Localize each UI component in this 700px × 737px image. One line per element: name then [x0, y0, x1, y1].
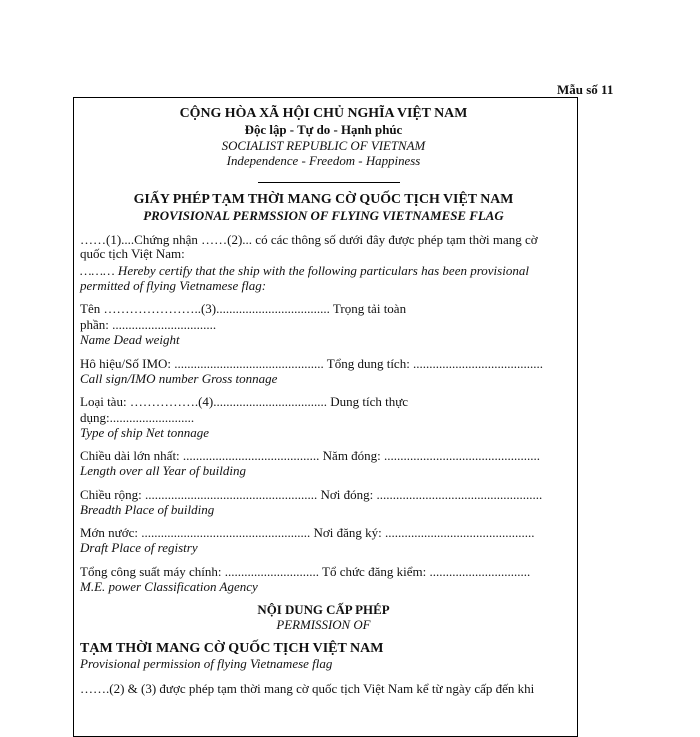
motto-en: Independence - Freedom - Happiness — [226, 153, 421, 168]
certify-vi-line2: quốc tịch Việt Nam: — [80, 246, 185, 261]
country-vi: CỘNG HÒA XÃ HỘI CHỦ NGHĨA VIỆT NAM — [179, 106, 468, 121]
country-en: SOCIALIST REPUBLIC OF VIETNAM — [221, 138, 426, 153]
title-vi: GIẤY PHÉP TẠM THỜI MANG CỜ QUỐC TỊCH VIỆT NAM — [133, 192, 514, 207]
permission-sub-en: Provisional permission of flying Vietnamese flag — [80, 656, 333, 671]
header-separator — [258, 182, 400, 183]
certify-en-line1: ……… Hereby certify that the ship with the following particulars has been provisional — [80, 263, 529, 278]
field-name-line1: Tên …………………..(3)................................... Trọng tải toàn — [80, 301, 407, 316]
permission-body-line1: …….(2) & (3) được phép tạm thời mang cờ quốc tịch Việt Nam kể từ ngày cấp đến khi — [80, 681, 535, 696]
field-type-en: Type of ship Net tonnage — [80, 425, 210, 440]
motto-vi: Độc lập - Tự do - Hạnh phúc — [244, 122, 403, 137]
permission-heading-vi: NỘI DUNG CẤP PHÉP — [257, 602, 390, 617]
field-breadth-en: Breadth Place of building — [80, 502, 215, 517]
field-breadth-vi: Chiều rộng: ..................................................... Nơi đóng: ................................................... — [80, 487, 543, 502]
permission-heading-en: PERMISSION OF — [276, 617, 371, 632]
title-en: PROVISIONAL PERMSSION OF FLYING VIETNAMESE FLAG — [143, 208, 504, 223]
field-callsign-vi: Hô hiệu/Số IMO: .............................................. Tổng dung tích: ........................................ — [80, 356, 544, 371]
field-power-vi: Tổng công suất máy chính: ............................. Tổ chức đăng kiểm: ............................... — [80, 564, 531, 579]
field-type-line1: Loại tàu: …………….(4)................................... Dung tích thực — [80, 394, 409, 409]
field-callsign-en: Call sign/IMO number Gross tonnage — [80, 371, 278, 386]
field-draft-vi: Mớn nước: .................................................... Nơi đăng ký: .............................................. — [80, 525, 535, 540]
certify-en-line2: permitted of flying Vietnamese flag: — [80, 278, 267, 293]
field-type-line2: dụng:.......................... — [80, 410, 195, 425]
field-name-line2: phần: ................................ — [80, 317, 217, 332]
field-name-en: Name Dead weight — [80, 332, 180, 347]
certify-vi-line1: ……(1)....Chứng nhận ……(2)... có các thông số dưới đây được phép tạm thời mang cờ — [80, 232, 538, 247]
field-power-en: M.E. power Classification Agency — [80, 579, 258, 594]
permission-sub-vi: TẠM THỜI MANG CỜ QUỐC TỊCH VIỆT NAM — [80, 641, 384, 656]
field-length-vi: Chiều dài lớn nhất: .......................................... Năm đóng: ................................................ — [80, 448, 541, 463]
field-draft-en: Draft Place of registry — [80, 540, 198, 555]
form-number: Mẫu số 11 — [557, 82, 614, 97]
field-length-en: Length over all Year of building — [80, 463, 246, 478]
